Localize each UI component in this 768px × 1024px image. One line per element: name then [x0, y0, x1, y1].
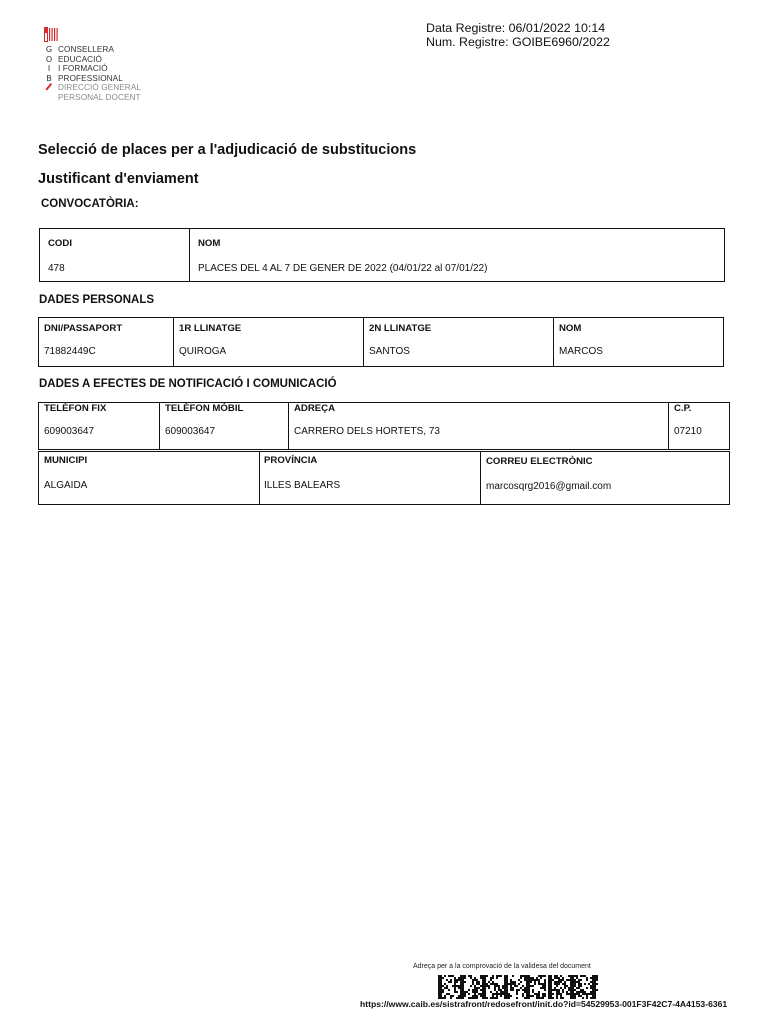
personal-dni-cell [39, 318, 173, 366]
verification-url[interactable]: https://www.caib.es/sistrafront/redosefront/init.do?id=54529953-001F3F42C7-4A4153-6361 [360, 999, 728, 1009]
barcode-icon [438, 975, 598, 999]
header-nom-personal: NOM [559, 323, 582, 334]
personal-nom-cell [553, 318, 723, 366]
header-dni: DNI/PASSAPORT [44, 323, 123, 334]
notif-telefon-fix-cell [39, 403, 159, 449]
header-llinatge1: 1R LLINATGE [179, 323, 242, 334]
personal-table [38, 317, 724, 367]
value-dni: 71882449C [44, 346, 96, 357]
notif-adreca-cell [288, 403, 668, 449]
value-adreca: CARRERO DELS HORTETS, 73 [294, 426, 440, 437]
personal-llinatge1-cell [173, 318, 363, 366]
header-nom: NOM [198, 238, 221, 249]
balearic-flag-icon [44, 27, 58, 42]
value-municipi: ALGAIDA [44, 480, 88, 491]
document-title: Selecció de places per a l'adjudicació de substitucions [38, 142, 417, 158]
value-llinatge1: QUIROGA [179, 346, 227, 357]
value-telefon-fix: 609003647 [44, 426, 95, 437]
registry-info [426, 21, 610, 49]
verification-caption: Adreça per a la comprovació de la validesa del document [413, 963, 591, 970]
value-provincia: ILLES BALEARS [264, 480, 341, 491]
header-provincia: PROVÍNCIA [264, 455, 318, 466]
registry-date: Data Registre: 06/01/2022 10:14 [426, 21, 606, 35]
notification-table-row1 [38, 402, 730, 450]
notif-telefon-mobil-cell [159, 403, 288, 449]
notif-correu-cell [480, 452, 729, 504]
header-codi: CODI [48, 238, 72, 249]
header-cp: C.P. [674, 403, 692, 414]
registry-number: Num. Registre: GOIBE6960/2022 [426, 35, 610, 49]
notif-municipi-cell [39, 452, 259, 504]
notif-provincia-cell [259, 452, 480, 504]
value-telefon-mobil: 609003647 [165, 426, 216, 437]
header-llinatge2: 2N LLINATGE [369, 323, 432, 334]
section-notificacio: DADES A EFECTES DE NOTIFICACIÓ I COMUNICACIÓ [39, 378, 337, 390]
section-dades-personals: DADES PERSONALS [39, 294, 155, 306]
value-llinatge2: SANTOS [369, 346, 410, 357]
notification-table-row2 [38, 451, 730, 505]
convocatoria-nom-cell [189, 229, 724, 281]
header-adreca: ADREÇA [294, 403, 336, 414]
header-municipi: MUNICIPI [44, 455, 88, 466]
header-correu: CORREU ELECTRÒNIC [486, 456, 593, 467]
logo-slash [45, 83, 51, 90]
convocatoria-codi-cell [40, 229, 189, 281]
value-codi: 478 [48, 263, 65, 274]
value-nom-personal: MARCOS [559, 346, 603, 357]
value-nom: PLACES DEL 4 AL 7 DE GENER DE 2022 (04/01/22 al 07/01/22) [198, 263, 488, 274]
section-convocatoria: CONVOCATÒRIA: [41, 198, 139, 210]
goib-logo [44, 27, 144, 103]
notif-cp-cell [668, 403, 729, 449]
document-subtitle: Justificant d'enviament [38, 171, 199, 187]
personal-llinatge2-cell [363, 318, 553, 366]
logo-letters: G O I B [45, 45, 53, 83]
value-cp: 07210 [674, 426, 702, 437]
value-correu: marcosqrg2016@gmail.com [486, 481, 612, 492]
convocatoria-table [39, 228, 725, 282]
header-telefon-mobil: TELÈFON MÒBIL [165, 403, 244, 414]
logo-department: CONSELLERA EDUCACIÓ I FORMACIÓ PROFESSIONAL DIRECCIÓ GENERAL PERSONAL DOCENT [58, 45, 142, 102]
header-telefon-fix: TELÈFON FIX [44, 403, 107, 414]
